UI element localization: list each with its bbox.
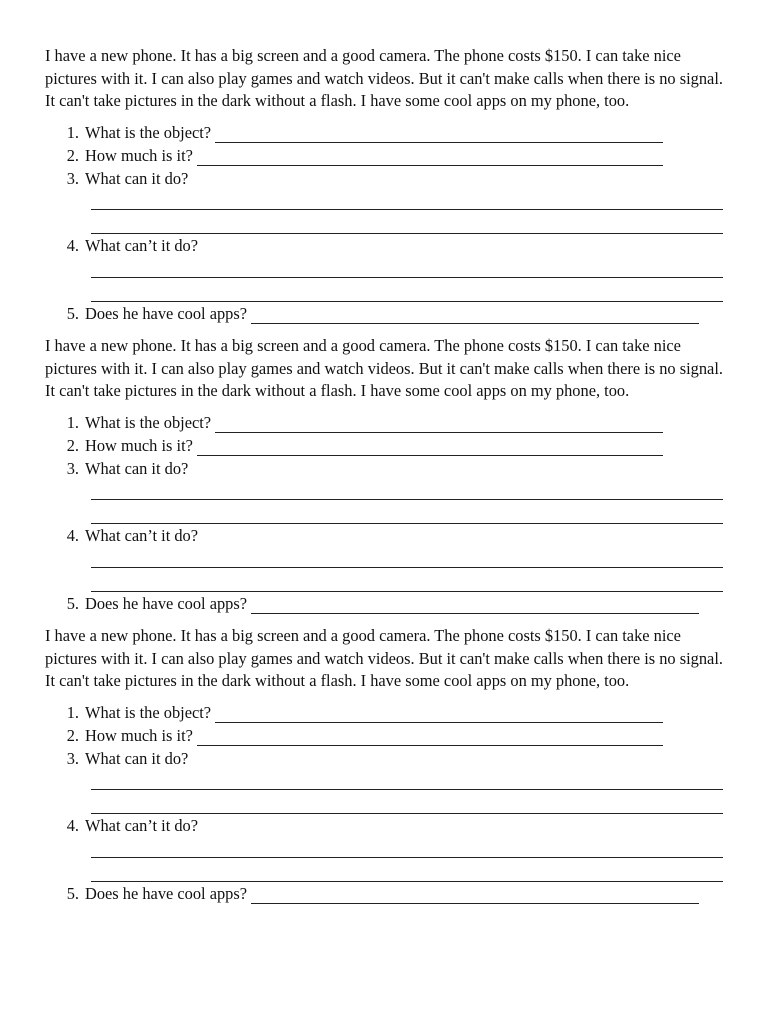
answer-line[interactable] [91, 209, 723, 210]
question-number: 3. [66, 169, 79, 188]
question-2 [45, 146, 663, 166]
answer-line[interactable] [91, 881, 723, 882]
answer-line[interactable] [91, 567, 723, 568]
question-text: What is the object? [85, 703, 212, 722]
question-3 [45, 749, 188, 769]
question-number: 4. [66, 236, 79, 255]
question-text: What can it do? [85, 749, 189, 768]
question-number: 4. [66, 526, 79, 545]
question-text: What is the object? [85, 413, 212, 432]
answer-blank[interactable] [215, 127, 663, 143]
question-5 [45, 884, 699, 904]
answer-line[interactable] [91, 789, 723, 790]
answer-line[interactable] [91, 277, 723, 278]
answer-line[interactable] [91, 301, 723, 302]
question-4 [45, 526, 198, 546]
question-text: What can’t it do? [85, 816, 199, 835]
question-number: 5. [66, 594, 79, 613]
question-number: 5. [66, 884, 79, 903]
answer-blank[interactable] [251, 308, 699, 324]
question-text: What is the object? [85, 123, 212, 142]
worksheet-section-2 [45, 335, 725, 625]
question-text: What can’t it do? [85, 526, 199, 545]
question-number: 2. [66, 146, 79, 165]
question-2 [45, 726, 663, 746]
question-1 [45, 123, 663, 143]
question-5 [45, 304, 699, 324]
answer-line[interactable] [91, 857, 723, 858]
answer-blank[interactable] [215, 707, 663, 723]
question-4 [45, 816, 198, 836]
question-5 [45, 594, 699, 614]
question-number: 2. [66, 436, 79, 455]
worksheet-section-3 [45, 625, 725, 915]
question-text: Does he have cool apps? [85, 594, 248, 613]
answer-blank[interactable] [197, 730, 663, 746]
question-text: What can it do? [85, 169, 189, 188]
question-number: 1. [66, 123, 79, 142]
question-text: Does he have cool apps? [85, 304, 248, 323]
question-text: How much is it? [85, 436, 193, 455]
question-number: 3. [66, 459, 79, 478]
question-text: What can it do? [85, 459, 189, 478]
question-number: 3. [66, 749, 79, 768]
question-number: 2. [66, 726, 79, 745]
question-text: How much is it? [85, 726, 193, 745]
answer-line[interactable] [91, 233, 723, 234]
question-number: 5. [66, 304, 79, 323]
question-3 [45, 459, 188, 479]
reading-passage: I have a new phone. It has a big screen and a good camera. The phone costs $150. I can take nice pictures with it. I can also play games and watch videos. But it can't make calls when there is no signal. It can't take pictures in the dark without a flash. I have some cool apps on my phone, too. [45, 336, 723, 400]
question-3 [45, 169, 188, 189]
reading-passage: I have a new phone. It has a big screen and a good camera. The phone costs $150. I can take nice pictures with it. I can also play games and watch videos. But it can't make calls when there is no signal. It can't take pictures in the dark without a flash. I have some cool apps on my phone, too. [45, 46, 723, 110]
reading-passage: I have a new phone. It has a big screen and a good camera. The phone costs $150. I can take nice pictures with it. I can also play games and watch videos. But it can't make calls when there is no signal. It can't take pictures in the dark without a flash. I have some cool apps on my phone, too. [45, 626, 723, 690]
answer-blank[interactable] [251, 598, 699, 614]
answer-line[interactable] [91, 813, 723, 814]
answer-blank[interactable] [197, 440, 663, 456]
question-number: 1. [66, 413, 79, 432]
answer-line[interactable] [91, 499, 723, 500]
answer-line[interactable] [91, 523, 723, 524]
question-4 [45, 236, 198, 256]
question-1 [45, 413, 663, 433]
answer-blank[interactable] [197, 150, 663, 166]
answer-blank[interactable] [251, 888, 699, 904]
question-text: How much is it? [85, 146, 193, 165]
question-text: What can’t it do? [85, 236, 199, 255]
question-text: Does he have cool apps? [85, 884, 248, 903]
worksheet-section-1 [45, 45, 725, 335]
question-number: 4. [66, 816, 79, 835]
question-2 [45, 436, 663, 456]
question-1 [45, 703, 663, 723]
answer-line[interactable] [91, 591, 723, 592]
answer-blank[interactable] [215, 417, 663, 433]
question-number: 1. [66, 703, 79, 722]
